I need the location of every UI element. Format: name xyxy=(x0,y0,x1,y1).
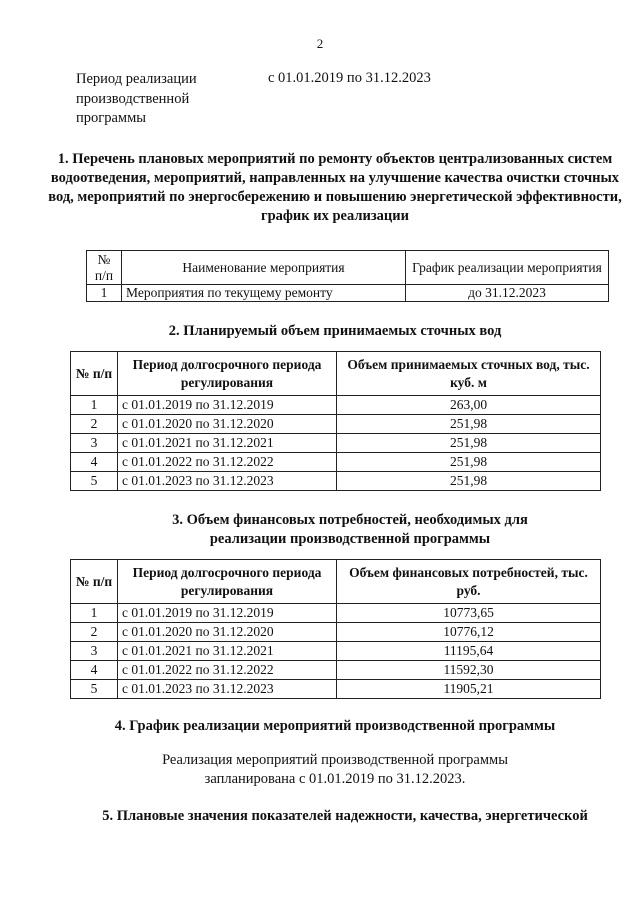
col-header-period: Период долгосрочного периода регулирования xyxy=(118,352,337,396)
table-row xyxy=(71,661,601,680)
cell-number: 5 xyxy=(71,680,118,699)
table-row xyxy=(71,453,601,472)
cell-period: с 01.01.2023 по 31.12.2023 xyxy=(118,472,337,491)
col-header-period: Период долгосрочного периода регулирования xyxy=(118,560,337,604)
cell-number: 2 xyxy=(71,623,118,642)
cell-schedule: до 31.12.2023 xyxy=(406,285,609,302)
cell-value: 251,98 xyxy=(337,434,601,453)
cell-number: 3 xyxy=(71,434,118,453)
table-row xyxy=(71,415,601,434)
cell-value: 11905,21 xyxy=(337,680,601,699)
table-row xyxy=(71,623,601,642)
cell-number: 2 xyxy=(71,415,118,434)
col-header-schedule: График реализации мероприятия xyxy=(406,251,609,285)
table-header-row xyxy=(71,560,601,604)
table-row xyxy=(71,642,601,661)
cell-number: 5 xyxy=(71,472,118,491)
col-header-finance: Объем финансовых потребностей, тыс. руб. xyxy=(337,560,601,604)
cell-period: с 01.01.2020 по 31.12.2020 xyxy=(118,623,337,642)
cell-period: с 01.01.2021 по 31.12.2021 xyxy=(118,434,337,453)
cell-value: 263,00 xyxy=(337,396,601,415)
cell-period: с 01.01.2019 по 31.12.2019 xyxy=(118,396,337,415)
cell-value: 11592,30 xyxy=(337,661,601,680)
table-row xyxy=(71,680,601,699)
cell-number: 3 xyxy=(71,642,118,661)
cell-value: 251,98 xyxy=(337,472,601,491)
cell-value: 251,98 xyxy=(337,453,601,472)
table-header-row xyxy=(87,251,609,285)
table-row xyxy=(71,472,601,491)
section1-title: 1. Перечень плановых мероприятий по ремонту объектов централизованных систем водоотведения, мероприятий, направленных на улучшение качества очистки сточных вод, мероприятий по энергосбережению и повышению энергетической эффективности, график их реализации xyxy=(48,151,622,224)
table-row xyxy=(71,434,601,453)
col-header-name: Наименование мероприятия xyxy=(122,251,406,285)
cell-number: 1 xyxy=(71,396,118,415)
section1-table xyxy=(86,250,609,302)
cell-number: 4 xyxy=(71,453,118,472)
cell-period: с 01.01.2019 по 31.12.2019 xyxy=(118,604,337,623)
col-header-number: № п/п xyxy=(87,251,122,285)
cell-number: 1 xyxy=(71,604,118,623)
table-row xyxy=(87,285,609,302)
section3-title: 3. Объем финансовых потребностей, необходимых для реализации производственной программы xyxy=(172,512,528,547)
cell-value: 11195,64 xyxy=(337,642,601,661)
cell-value: 251,98 xyxy=(337,415,601,434)
section2-table xyxy=(70,351,601,491)
table-row xyxy=(71,396,601,415)
table-row xyxy=(71,604,601,623)
period-value: с 01.01.2019 по 31.12.2023 xyxy=(268,70,431,86)
section4-title: 4. График реализации мероприятий производственной программы xyxy=(114,718,556,734)
cell-period: с 01.01.2021 по 31.12.2021 xyxy=(118,642,337,661)
section5-title: 5. Плановые значения показателей надежности, качества, энергетической xyxy=(102,808,588,824)
cell-name: Мероприятия по текущему ремонту xyxy=(122,285,406,302)
section3-table xyxy=(70,559,601,699)
cell-value: 10773,65 xyxy=(337,604,601,623)
page-number: 2 xyxy=(316,36,324,51)
period-label: Период реализации производственной программы xyxy=(76,71,197,126)
cell-period: с 01.01.2022 по 31.12.2022 xyxy=(118,661,337,680)
cell-value: 10776,12 xyxy=(337,623,601,642)
col-header-volume: Объем принимаемых сточных вод, тыс. куб. м xyxy=(337,352,601,396)
table-header-row xyxy=(71,352,601,396)
cell-number: 1 xyxy=(87,285,122,302)
col-header-number: № п/п xyxy=(71,560,118,604)
section2-title: 2. Планируемый объем принимаемых сточных вод xyxy=(168,323,502,339)
cell-period: с 01.01.2020 по 31.12.2020 xyxy=(118,415,337,434)
section4-text-line1: Реализация мероприятий производственной программы xyxy=(162,752,508,768)
col-header-number: № п/п xyxy=(71,352,118,396)
cell-period: с 01.01.2022 по 31.12.2022 xyxy=(118,453,337,472)
cell-period: с 01.01.2023 по 31.12.2023 xyxy=(118,680,337,699)
section4-text-line2: запланирована с 01.01.2019 по 31.12.2023. xyxy=(204,771,466,787)
cell-number: 4 xyxy=(71,661,118,680)
